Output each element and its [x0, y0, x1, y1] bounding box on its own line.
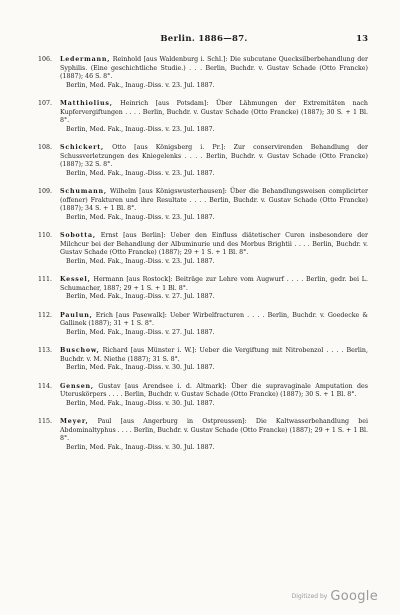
entry-list [30, 56, 368, 462]
list-item [30, 312, 368, 338]
list-item [30, 347, 368, 373]
entry-number: 106. [37, 56, 52, 63]
entry-body [60, 188, 368, 222]
author-name: Schumann, [60, 188, 107, 195]
entry-text: Wilhelm [aus Königswusterhausen]: Über die Behandlungsweisen complicirter (offener) Frakturen und ihre Resultate . . . . Berlin, Buchdr. v. Gustav Schade (Otto Francke) (1887); 34 S. + 1 Bl. 8°. [60, 188, 368, 212]
entry-number: 111. [37, 276, 52, 283]
entry-number: 115. [37, 418, 52, 425]
author-name: Paulun, [60, 311, 93, 319]
entry-publication: Berlin, Med. Fak., Inaug.-Diss. v. 23. Jul. 1887. [66, 213, 215, 221]
entry-number: 112. [37, 311, 52, 319]
running-header [40, 34, 368, 46]
list-item [30, 276, 368, 302]
entry-body [60, 232, 368, 266]
entry-body [60, 347, 368, 373]
entry-publication: Berlin, Med. Fak., Inaug.-Diss. v. 30. Jul. 1887. [66, 399, 215, 407]
entry-text: Ernst [aus Berlin]: Ueber den Einfluss diätetischer Curen insbesondere der Milchcur bei der Behandlung der Albuminurie und des Morbus Brightii . . . . Berlin, Buchdr. v. Gustav Schade (Otto Francke) (1887); 29 + 1 S. + 1 Bl. 8°. [60, 232, 368, 256]
entry-text: Gustav [aus Arendsee i. d. Altmark]: Über die supravaginale Amputation des Uteruskörpers . . . . Berlin, Buchdr. v. Gustav Schade (Otto Francke) (1887); 30 S. + 1 Bl. 8°. [60, 382, 368, 398]
entry-text: Heinrich [aus Potsdam]: Über Lähmungen der Extremitäten nach Kupfervergiftungen . . . . Berlin, Buchdr. v. Gustav Schade (Otto Francke) (1887); 30 S. + 1 Bl. 8°. [60, 100, 368, 124]
entry-text: Reinhold [aus Waldenburg i. Schl.]: Die subcutane Quecksilberbehandlung der Syphilis. (Eine geschichtliche Studie.) . . . Berlin, Buchdr. v. Gustav Schade (Otto Francke) (1887); 46 S. 8°. [60, 56, 368, 80]
header-title: Berlin. 1886—87. [160, 34, 248, 44]
google-watermark [292, 586, 378, 605]
list-item [30, 56, 368, 90]
entry-body [60, 56, 368, 90]
entry-text: Richard [aus Münster i. W.]: Ueber die Vergiftung mit Nitrobenzol . . . . Berlin, Buchdr. v. M. Niethe (1887); 31 S. 8°. [60, 347, 368, 363]
google-logo: Google [330, 589, 378, 604]
list-item [30, 383, 368, 409]
entry-number: 109. [37, 188, 52, 195]
author-name: Matthiolius, [60, 100, 113, 107]
author-name: Sobotta, [60, 232, 96, 239]
entry-number: 107. [37, 100, 52, 107]
entry-publication: Berlin, Med. Fak., Inaug.-Diss. v. 27. Jul. 1887. [66, 328, 215, 336]
entry-body [60, 418, 368, 452]
entry-number: 114. [37, 382, 52, 390]
list-item [30, 232, 368, 266]
entry-number: 113. [37, 347, 52, 354]
entry-text: Hermann [aus Rostock]: Beiträge zur Lehre vom Augwurf . . . . Berlin, gedr. bei L. Schumacher, 1887; 29 + 1 S. + 1 Bl. 8°. [60, 276, 368, 292]
list-item [30, 144, 368, 178]
author-name: Schickert, [60, 144, 104, 151]
author-name: Ledermann, [60, 56, 111, 63]
entry-publication: Berlin, Med. Fak., Inaug.-Diss. v. 23. Jul. 1887. [66, 257, 215, 265]
entry-publication: Berlin, Med. Fak., Inaug.-Diss. v. 23. Jul. 1887. [66, 125, 215, 133]
list-item [30, 100, 368, 134]
entry-body [60, 144, 368, 178]
author-name: Buschow, [60, 347, 100, 354]
entry-body [60, 100, 368, 134]
list-item [30, 418, 368, 452]
entry-number: 110. [37, 232, 52, 239]
entry-publication: Berlin, Med. Fak., Inaug.-Diss. v. 30. Jul. 1887. [66, 443, 215, 451]
entry-body [60, 276, 368, 302]
entry-publication: Berlin, Med. Fak., Inaug.-Diss. v. 27. Jul. 1887. [66, 293, 215, 300]
entry-text: Paul [aus Angerburg in Ostpreussen]: Die Kaltwasserbehandlung bei Abdominaltyphus . . . . Berlin, Buchdr. v. Gustav Schade (Otto Francke) (1887); 29 + 1 S. + 1 Bl. 8°. [60, 418, 368, 442]
entry-publication: Berlin, Med. Fak., Inaug.-Diss. v. 23. Jul. 1887. [66, 81, 215, 89]
entry-publication: Berlin, Med. Fak., Inaug.-Diss. v. 23. Jul. 1887. [66, 169, 215, 177]
entry-body [60, 383, 368, 409]
author-name: Kessel, [60, 276, 91, 283]
entry-text: Otto [aus Königsberg i. Pr.]: Zur conservirenden Behandlung der Schussverletzungen des Kniegelenks . . . . Berlin, Buchdr. v. Gustav Schade (Otto Francke) (1887); 32 S. 8°. [60, 144, 368, 168]
watermark-caption: Digitized by [291, 593, 328, 600]
entry-text: Erich [aus Pasewalk]: Ueber Wirbelfracturen . . . . Berlin, Buchdr. v. Goedecke & Gallinek (1887); 31 + 1 S. 8°. [60, 311, 368, 327]
entry-body [60, 312, 368, 338]
entry-publication: Berlin, Med. Fak., Inaug.-Diss. v. 30. Jul. 1887. [66, 364, 215, 371]
entry-number: 108. [37, 144, 52, 151]
page-number: 13 [356, 34, 368, 44]
author-name: Meyer, [60, 418, 89, 425]
list-item [30, 188, 368, 222]
author-name: Gensen, [60, 382, 94, 390]
